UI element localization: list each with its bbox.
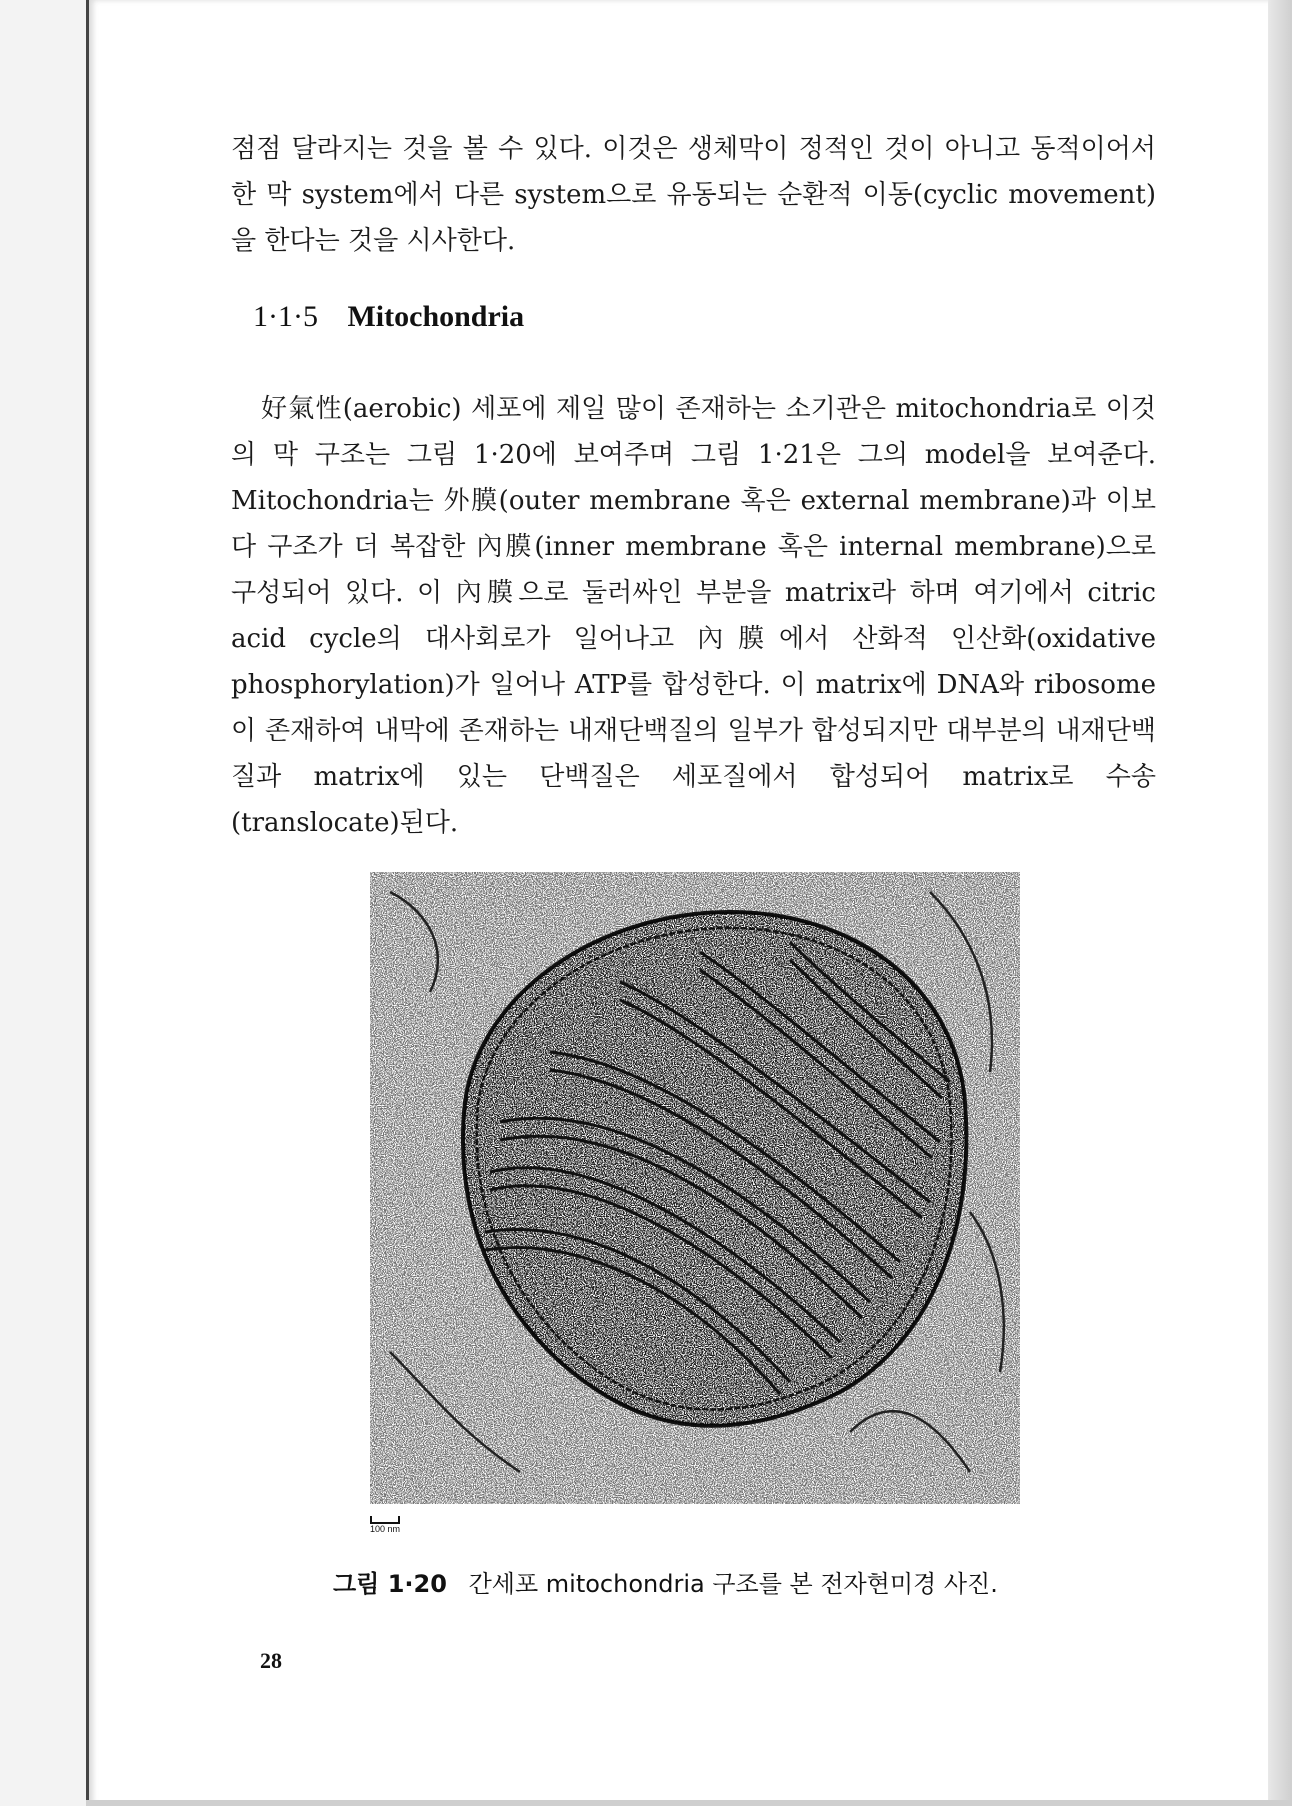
page-number: 28 <box>260 1648 282 1673</box>
scale-bar <box>370 1516 410 1542</box>
section-title: Mitochondria <box>347 300 525 333</box>
mitochondria-micrograph <box>370 872 1020 1504</box>
section-number: 1·1·5 <box>253 300 318 333</box>
scale-bar-line <box>370 1516 400 1524</box>
page-edge-bottom <box>86 1800 1292 1806</box>
page-edge <box>1268 0 1292 1806</box>
scale-bar-label: 100 nm <box>370 1524 401 1534</box>
paragraph-intro: 점점 달라지는 것을 볼 수 있다. 이것은 생체막이 정적인 것이 아니고 동적이어서 한 막 system에서 다른 system으로 유동되는 순환적 이동(cyclic movement)을 한다는 것을 시사한다. <box>231 134 1156 256</box>
figure-caption <box>333 1564 1133 1599</box>
figure-label: 그림 1·20 <box>333 1570 447 1598</box>
paragraph-mitochondria: 好氣性(aerobic) 세포에 제일 많이 존재하는 소기관은 mitochondria로 이것의 막 구조는 그림 1·20에 보여주며 그림 1·21은 그의 model을 보여준다. Mitochondria는 外膜(outer membrane 혹은 external membrane)과 이보다 구조가 더 복잡한 內膜(inner membrane 혹은 internal membrane)으로 구성되어 있다. 이 內膜으로 둘러싸인 부분을 matrix라 하며 여기에서 citric acid cycle의 대사회로가 일어나고 內膜에서 산화적 인산화(oxidative phosphorylation)가 일어나 ATP를 합성한다. 이 matrix에 DNA와 ribosome이 존재하여 내막에 존재하는 내재단백질의 일부가 합성되지만 대부분의 내재단백질과 matrix에 있는 단백질은 세포질에서 합성되어 matrix로 수송(translocate)된다. <box>231 394 1156 838</box>
section-heading <box>253 300 524 334</box>
figure-caption-text: 간세포 mitochondria 구조를 본 전자현미경 사진. <box>468 1570 998 1598</box>
